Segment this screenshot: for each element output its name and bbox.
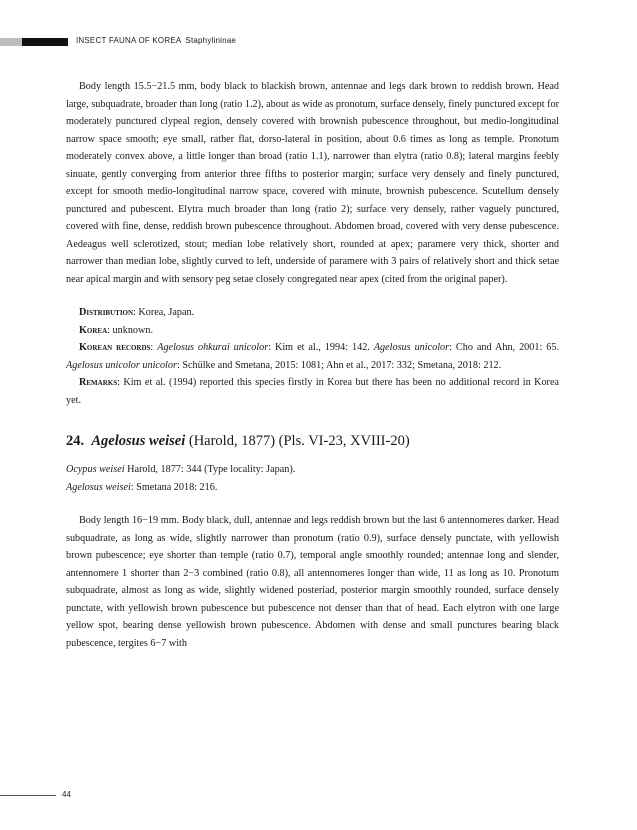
header-bar-black	[22, 38, 68, 46]
distribution-text: : Korea, Japan.	[133, 307, 195, 318]
subfamily-title: Staphylininae	[185, 36, 237, 45]
remarks-text: : Kim et al. (1994) reported this species firstly in Korea but there has been no additional record in Korea yet.	[66, 377, 559, 406]
korea-label: Korea	[79, 324, 108, 336]
series-title: INSECT FAUNA OF KOREA	[76, 36, 182, 45]
record-1-name: Agelosus ohkurai unicolor	[157, 342, 269, 353]
synonym-1-name: Ocypus weisei	[66, 464, 125, 475]
korean-records-line	[66, 339, 559, 374]
page-content	[66, 78, 559, 652]
running-header	[76, 36, 236, 45]
header-bar-gray	[0, 38, 22, 46]
species-author: (Harold, 1877)	[188, 433, 276, 449]
distribution-label: Distribution	[79, 307, 134, 318]
korean-records-label: Korean records	[79, 342, 151, 353]
synonym-2-name: Agelosus weisei	[66, 481, 131, 493]
species-name: Agelosus weisei	[91, 433, 186, 449]
korea-text: : unknown.	[107, 324, 153, 336]
description-paragraph: Body length 15.5−21.5 mm, body black to blackish brown, antennae and legs dark brown to reddish brown. Head large, subquadrate, broader than long (ratio 1.2), about as wide as pronotum, surface densely, finely punctured except for moderately punctured clypeal region, densely covered with brownish pubescence throughout, but medio-longitudinal narrow space smooth; eye small, rather flat, dorso-lateral in position, about 0.6 times as long as temple. Pronotum moderately convex above, a little longer than broad (ratio 1.1), narrower than elytra (ratio 0.8); lateral margins feebly sinuate, gently converging from anterior three fifths to posterior margin; surface very densely and finely punctured, except for smooth medio-longitudinal narrow space, covered with minute, brownish pubescence. Scutellum densely punctured and pubescent. Elytra much broader than long (ratio 2); surface very densely, rather vaguely punctured, covered with fine, dense, reddish brown pubescence throughout. Abdomen broad, covered with very dense pubescence. Aedeagus well sclerotized, stout; median lobe relatively short, rounded at apex; paramere very thick, shorter and narrower than median lobe, slightly curved to left, underside of paramere with 3 pairs of relatively short and thick setae near apical margin and with sensory peg setae closely congregated near apex (cited from the original paper).	[66, 81, 559, 285]
description-paragraph-2: Body length 16−19 mm. Body black, dull, antennae and legs reddish brown but the last 6 antennomeres darker. Head subquadrate, as long as wide, slightly narrower than pronotum (ratio 0.9), surface densely punctate, with yellowish brown pubescence; eye shorter than temple (ratio 0.7), temporal angle smoothly rounded; antennae long and slender, antennomere 1 shorter than 2−3 combined (ratio 0.8), all antennomeres longer than wide, 11 as long as 10. Pronotum subquadrate, almost as long as wide, slightly widened posteriad, posterior margin smoothly rounded, surface densely punctate, with yellowish brown pubescence but pubescence not denser than that of head. Each elytron with one large yellow spot, bearing dense yellowish brown pubescence. Abdomen with dense and small punctures bearing black pubescence, tergites 6−7 with	[66, 515, 559, 649]
record-2-text: : Cho and Ahn, 2001: 65.	[449, 342, 559, 353]
record-1-text: : Kim et al., 1994: 142.	[268, 342, 374, 353]
korea-line	[66, 322, 559, 340]
synonym-2	[66, 479, 559, 497]
synonym-2-text: : Smetana 2018: 216.	[130, 481, 218, 493]
record-3-text: : Schülke and Smetana, 2015: 1081; Ahn et al., 2017: 332; Smetana, 2018: 212.	[176, 359, 502, 371]
species-heading	[66, 431, 559, 451]
footer-rule	[0, 795, 56, 796]
page-number: 44	[62, 790, 71, 799]
species-plates: (Pls. VI-23, XVIII-20)	[278, 433, 410, 449]
species-number: 24.	[66, 433, 85, 449]
synonym-1-text: Harold, 1877: 344 (Type locality: Japan).	[124, 464, 296, 475]
remarks-label: Remarks	[79, 377, 118, 388]
synonym-1	[66, 461, 559, 479]
record-2-name: Agelosus unicolor	[373, 342, 450, 353]
record-3-name: Agelosus unicolor unicolor	[66, 359, 177, 371]
remarks-line	[66, 374, 559, 409]
record-1-sep: :	[150, 342, 158, 353]
distribution-line	[66, 304, 559, 322]
